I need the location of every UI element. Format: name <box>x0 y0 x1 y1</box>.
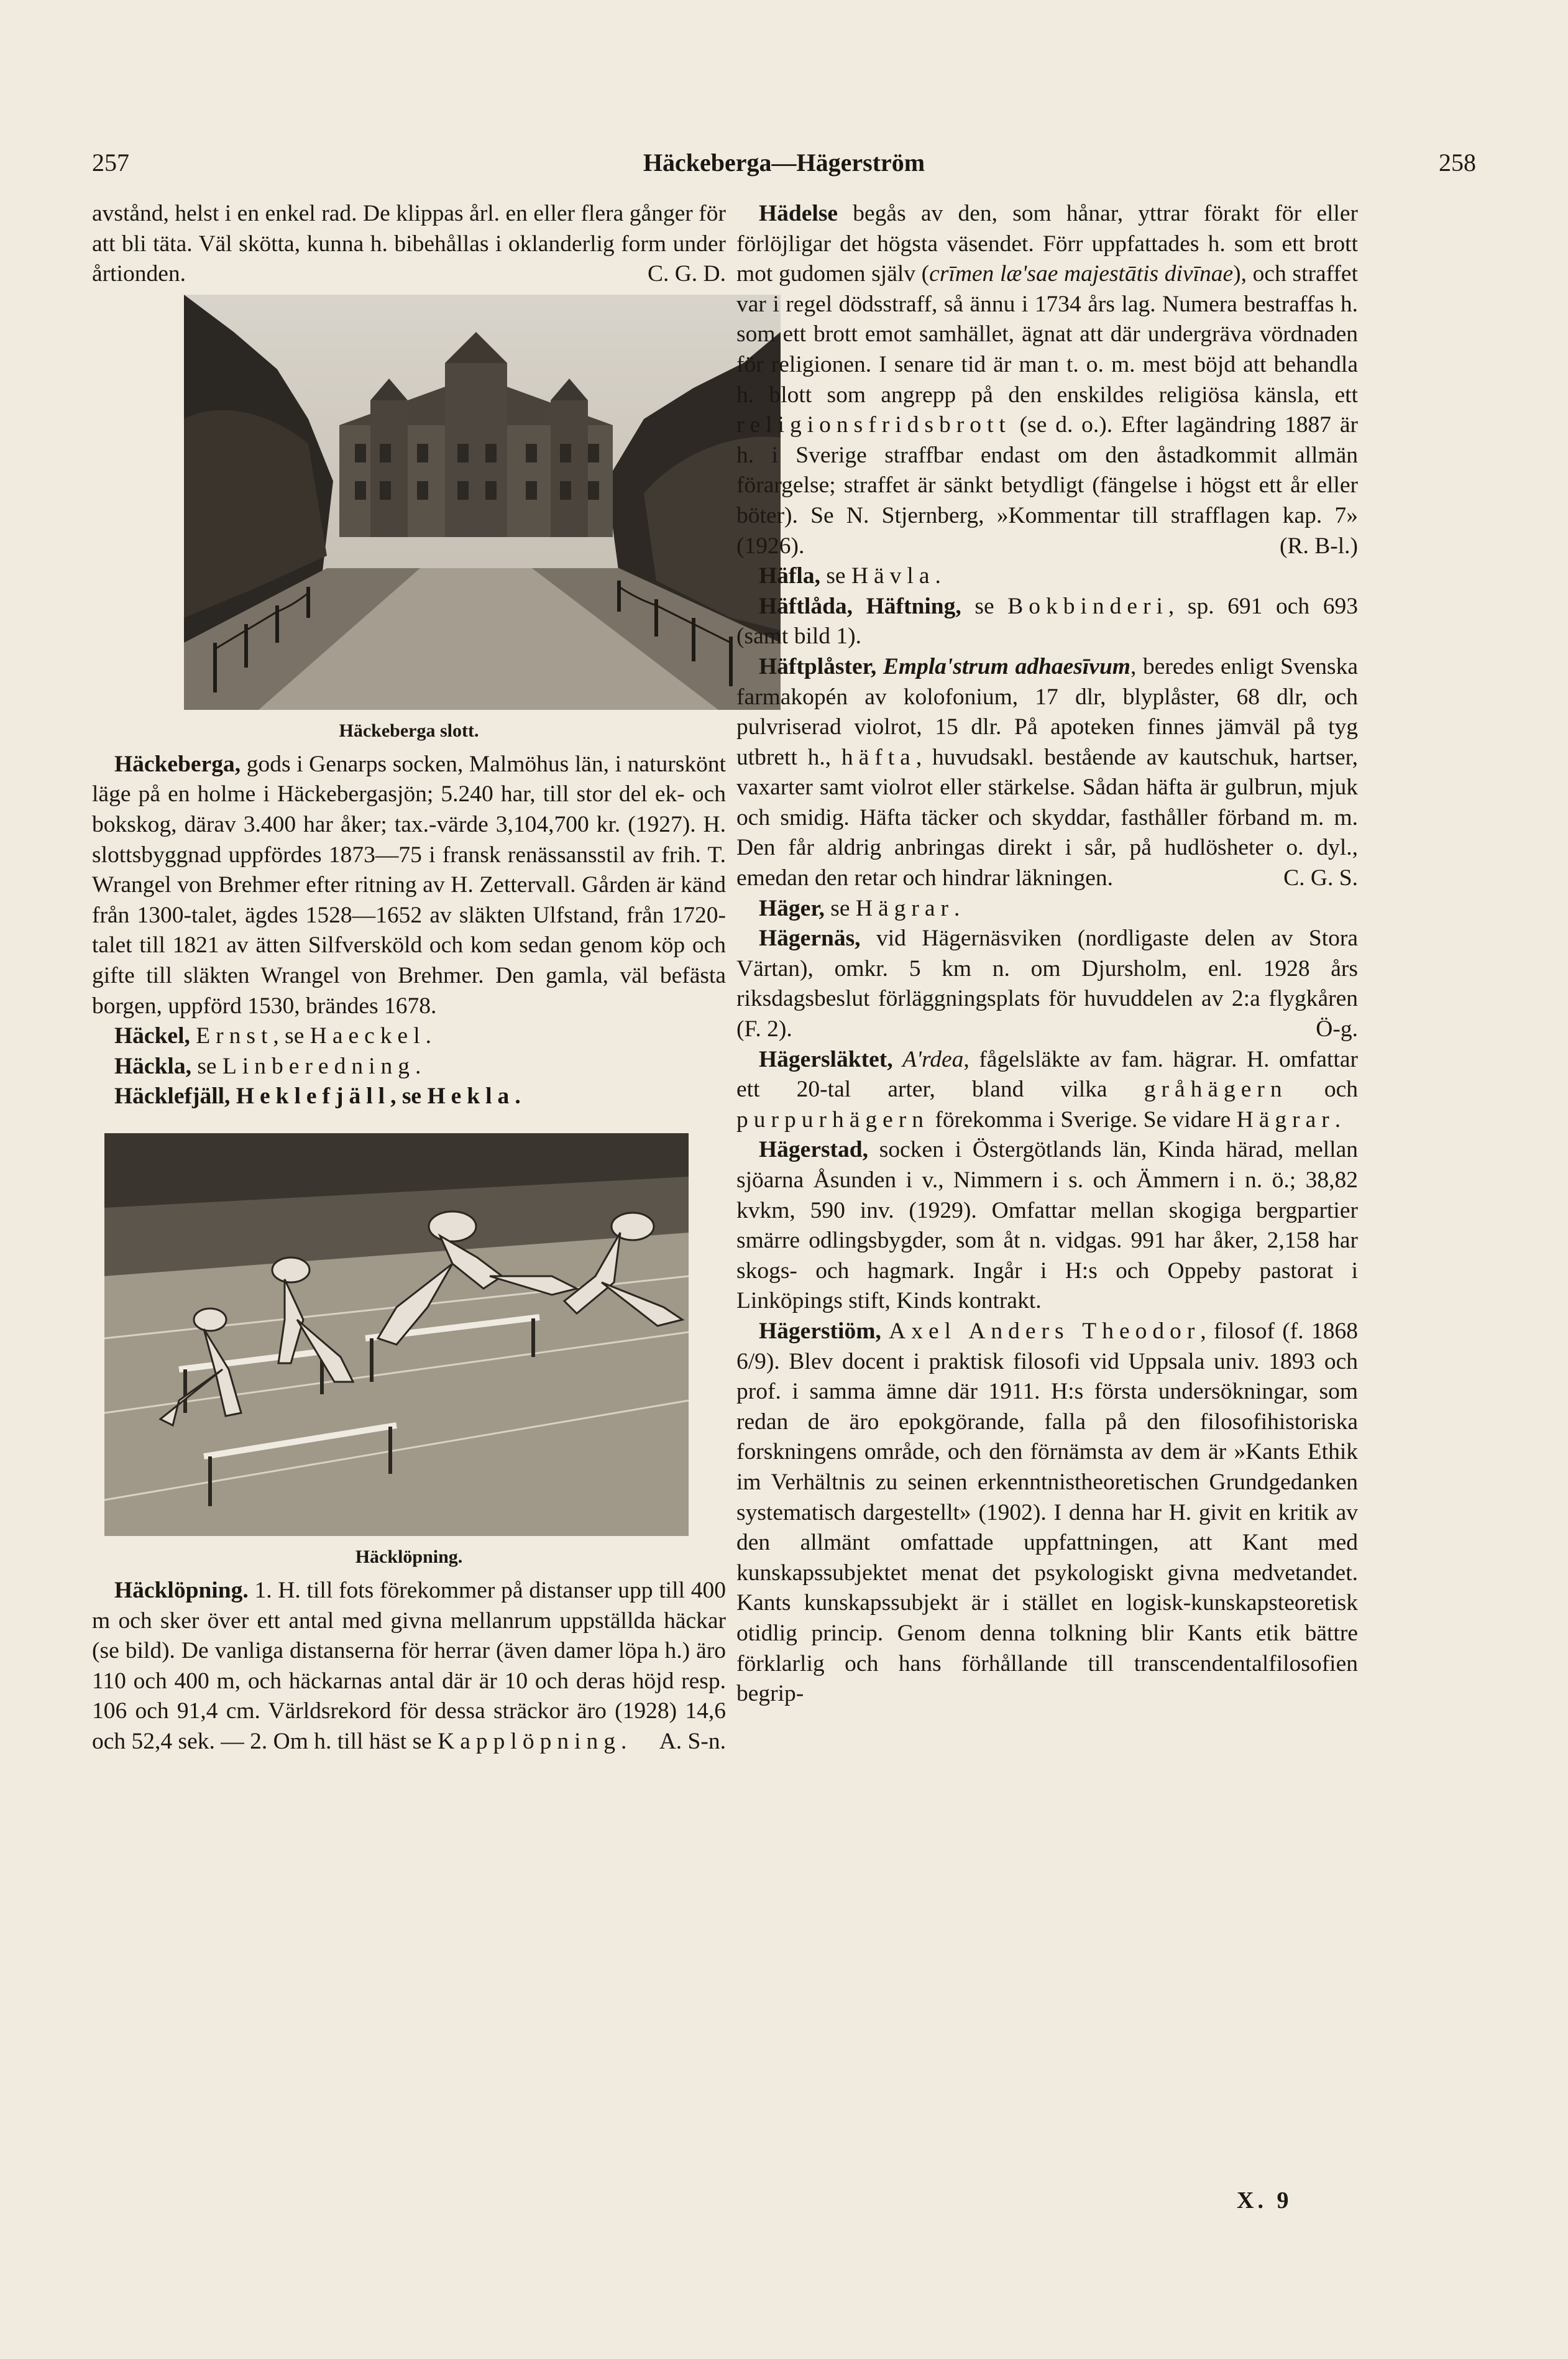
headword-hacklopning: Häcklöpning. <box>114 1577 249 1603</box>
latin-term: crīmen læ'sae majestātis divīnae <box>929 261 1234 287</box>
ref-heklefjall[interactable]: Heklefjäll <box>236 1083 391 1110</box>
entry-haftlada <box>736 592 1358 652</box>
hurdle-photo <box>104 1133 689 1536</box>
ref-havla[interactable]: Hävla <box>851 563 935 589</box>
signature: C. G. D. <box>647 261 726 287</box>
ref-religionsfridsbrott[interactable]: religionsfridsbrott <box>736 412 1011 438</box>
text-fragment: se <box>961 593 1008 619</box>
headword-hagerslaktet: Hägersläktet, <box>759 1046 893 1072</box>
page-number-left: 257 <box>92 149 129 177</box>
text-fragment: se <box>824 895 856 921</box>
page-number-right: 258 <box>1439 149 1476 177</box>
entry-hagerslaktet <box>736 1045 1358 1136</box>
signature: Ö-g. <box>1316 1016 1358 1042</box>
text-fragment: begås av den, som hånar, yttrar förakt för eller förlöjligar det högsta väsendet. Förr uppfattades h. som ett brott mot gudomen själv ( <box>736 201 1358 287</box>
right-column <box>736 199 1358 1709</box>
text-fragment: . <box>1334 1106 1341 1133</box>
body-hackeberga: gods i Genarps socken, Malmöhus län, i naturskönt läge på en holme i Häckebergasjön; 5.240 har, till stor del ek- och bokskog, därav 3.400 har åker; tax.-värde 3,104,700 kr. (1927). H. slottsbyggnad uppfördes 1873—75 i fransk renässansstil av frih. T. Wrangel von Brehmer efter ritning av H. Zettervall. Gården är känd från 1300-talet, ägdes 1528—1652 av släkten Ulfstand, från 1720-talet till 1821 av ätten Silfversköld och kom sedan genom köp och gifte till släkten Wrangel von Brehmer. Den gamla, väl befästa borgen, uppförd 1530, brändes 1678. <box>92 751 727 1019</box>
text-fragment: . <box>954 895 960 921</box>
paragraph-intro <box>92 199 726 290</box>
photo-hurdle-race <box>104 1133 726 1536</box>
text-fragment: , fågelsläkte av fam. hägrar. H. omfattar ett 20-tal arter, bland vilka <box>736 1046 1359 1103</box>
left-column <box>92 199 726 1757</box>
entry-hackla <box>92 1052 726 1082</box>
photo1-caption: Häckeberga slott. <box>339 720 479 741</box>
entry-hagerstrom <box>736 1317 1358 1709</box>
headword-hager: Häger, <box>759 895 825 921</box>
text-fragment: ). Blev docent i praktisk filosofi vid Uppsala univ. 1893 och prof. i samma ämne där 1911. H:s första undersökningar, som redan de äro epokgörande, falla på den filosofihistoriska forskningens område, och den förnämsta av dem är »Kants Ethik im Verhältnis zu seinen erkenntnistheoretischen Grundgedanken systematisch dargestellt» (1902). I denna har H. givit en kritik av den allmänt omfattade uppfattningen, att Kant med kunskapssubjektet menat det psykologiskt givna medvetandet. Kants kunskapssubjekt är i stället en logisk-kunskapsteoretisk otidlig princip. Genom denna tolkning blir Kants etik bättre förklarlig och hans förhållande till transcendentalfilosofien begrip- <box>736 1348 1358 1707</box>
person-name: Axel Anders Theodor <box>889 1318 1201 1344</box>
text-fragment: . <box>621 1728 627 1754</box>
entry-haftplaster <box>736 652 1358 894</box>
birth-date: 6/9 <box>736 1348 766 1374</box>
signature: C. G. S. <box>1283 865 1358 891</box>
headword-hackeberga: Häckeberga, <box>114 751 241 777</box>
photo-hackeberga-castle <box>184 295 726 710</box>
text-fragment: , sp. 691 och 693 (samt bild 1). <box>736 593 1358 650</box>
entry-hacklefjall <box>92 1082 726 1112</box>
entry-hafla <box>736 561 1358 592</box>
photo2-caption: Häcklöpning. <box>355 1546 463 1567</box>
text-fragment: socken i Östergötlands län, Kinda härad, mellan sjöarna Åsunden i v., Nimmern i s. och Ämmern i n. ö.; 38,82 kvkm, 590 inv. (1929). Omfattar mellan skogiga bergpartier smärre odlingsbygder, som åt n. vidgas. 991 har åker, 2,158 har skogs- och hagmark. Ingår i H:s och Oppeby pastorat i Linköpings stift, Kinds kontrakt. <box>736 1137 1358 1314</box>
headword-haftlada: Häftlåda, Häftning, <box>759 593 961 619</box>
headword-hadelse: Hädelse <box>759 201 838 226</box>
ref-kapplopning[interactable]: Kapplöpning <box>438 1728 621 1754</box>
text-fragment: . <box>415 1053 421 1079</box>
signature: A. S-n. <box>659 1728 726 1754</box>
text-fragment: förekomma i Sverige. Se vidare <box>929 1106 1237 1133</box>
text-fragment <box>190 1023 196 1049</box>
headword-hackla: Häckla, <box>114 1053 191 1079</box>
text-fragment: se <box>820 563 851 589</box>
headword-haftplaster: Häftplåster, <box>759 653 877 679</box>
latin-term: Empla'strum adhaesīvum <box>883 653 1130 679</box>
ref-grahagern[interactable]: gråhägern <box>1144 1077 1288 1103</box>
ref-hagrar[interactable]: Hägrar <box>855 895 954 921</box>
text-fragment: och <box>1287 1077 1358 1103</box>
latin-term: A'rdea <box>902 1046 964 1072</box>
text-fragment: . <box>935 563 941 589</box>
entry-hagerstad <box>736 1135 1358 1317</box>
headword-hacklefjall: Häcklefjäll, <box>114 1083 231 1110</box>
entry-hager <box>736 894 1358 924</box>
headword-hackel: Häckel, <box>114 1023 190 1049</box>
intro-text: avstånd, helst i en enkel rad. De klippas årl. en eller flera gånger för att bli täta. Väl skötta, kunna h. bibehållas i oklanderlig form under årtionden. <box>92 201 726 287</box>
ref-purpurhagern[interactable]: purpurhägern <box>736 1106 930 1133</box>
ref-ernst[interactable]: Ernst <box>196 1023 273 1049</box>
headword-hafla: Häfla, <box>759 563 820 589</box>
text-fragment: , se <box>390 1083 428 1110</box>
headword-hagerstrom: Hägerstiöm, <box>759 1318 881 1344</box>
ref-linberedning[interactable]: Linberedning <box>222 1053 415 1079</box>
signature: (R. B-l.) <box>1279 533 1358 559</box>
text-fragment: . <box>425 1023 431 1049</box>
entry-hacklopning <box>92 1576 726 1757</box>
text-fragment: vid Hägernäsviken (nordligaste delen av Stora Värtan), omkr. 5 km n. om Djursholm, enl. 1928 års riksdagsbeslut förläggningsplats för huvuddelen av 2:a flygkåren (F. 2). <box>736 926 1358 1042</box>
text-fragment: , filosof (f. 1868 <box>1200 1318 1358 1344</box>
headword-hagernas: Hägernäs, <box>759 926 861 952</box>
entry-hagernas <box>736 924 1358 1044</box>
castle-photo <box>184 295 781 710</box>
ref-hagrar[interactable]: Hägrar <box>1236 1106 1335 1133</box>
entry-hadelse <box>736 199 1358 561</box>
text-fragment: , se <box>273 1023 310 1049</box>
text-fragment: ), och straffet var i regel dödsstraff, så ännu i 1734 års lag. Numera bestraffas h. som ett brott emot samhället, ägnat att där undergräva vördnaden för religionen. I senare tid är man t. o. m. mest böjd att behandla h. blott som angrepp på den enskildes religiösa känsla, ett <box>736 261 1358 408</box>
entry-hackeberga <box>92 750 726 1021</box>
ref-hafta[interactable]: häfta <box>841 744 916 770</box>
text-fragment: se <box>191 1053 222 1079</box>
ref-haeckel[interactable]: Haeckel <box>309 1023 426 1049</box>
entry-hackel <box>92 1021 726 1052</box>
headword-hagerstad: Hägerstad, <box>759 1137 869 1163</box>
ref-bokbinderi[interactable]: Bokbinderi <box>1007 593 1168 619</box>
running-title: Häckeberga—Hägerström <box>643 149 925 177</box>
text-fragment: . <box>515 1083 521 1110</box>
body-hacklopning: 1. H. till fots förekommer på distanser upp till 400 m och sker över ett antal med givna mellanrum uppställda häckar (se bild). De vanliga distanserna för herrar (även damer löpa h.) äro 110 och 400 m, och häckarnas antal där är 10 och deras höjd resp. 106 och 91,4 cm. Världsrekord för dessa sträckor äro (1928) 14,6 och 52,4 sek. — 2. Om h. till häst se <box>92 1577 726 1754</box>
volume-mark: X. 9 <box>1237 2187 1293 2214</box>
text-fragment: , huvudsakl. bestående av kautschuk, hartser, vaxarter samt violrot eller stärkelse. Sådan häfta är gulbrun, mjuk och smidig. Häfta täcker och skyddar, fasthåller förband m. m. Den får aldrig anbringas direkt i sår, på hudlösheter o. dyl., emedan den retar och hindrar läkningen. <box>736 744 1358 891</box>
page-header <box>92 148 1476 185</box>
text-fragment: , beredes enligt Svenska farmakopén av kolofonium, 17 dlr, blyplåster, 68 dlr, och pulvriserad violrot, 15 dlr. På apoteken finnes jämväl på tyg utbrett h., <box>736 653 1358 770</box>
ref-hekla[interactable]: Hekla <box>427 1083 515 1110</box>
text-fragment: (se d. o.). Efter lagändring 1887 är h. i Sverige straffbar endast om den åstadkommit allmän förargelse; straffet är sänkt betydligt (fängelse i högst ett år eller böter). Se N. Stjernberg, »Kommentar till strafflagen kap. 7» (1926). <box>736 412 1358 559</box>
